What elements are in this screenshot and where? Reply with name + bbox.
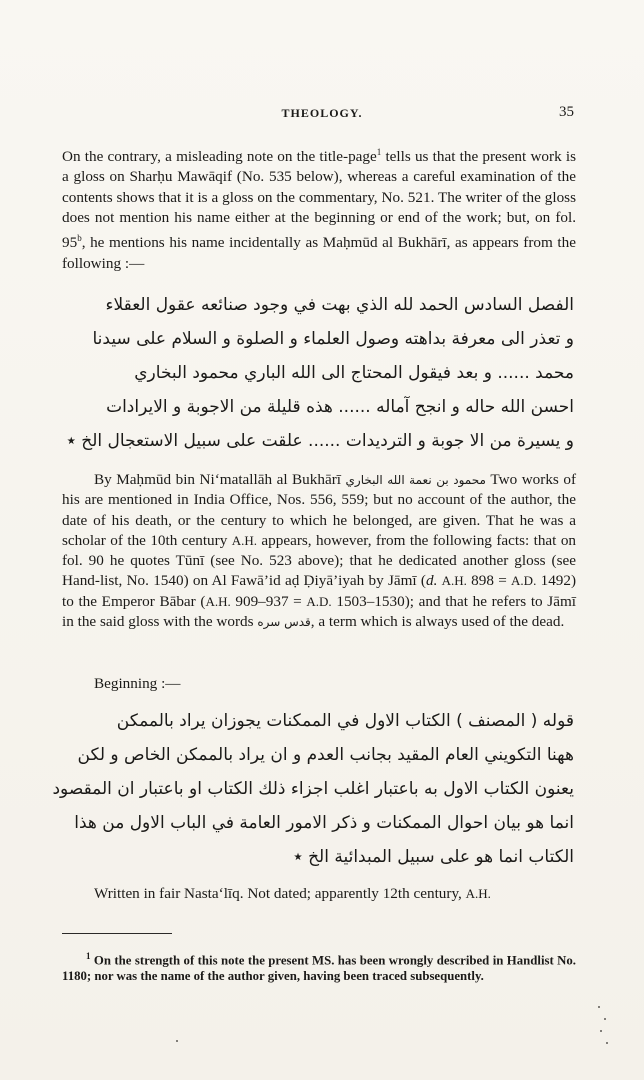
arabic-line: ههنا التكويني العام المقيد بجانب العدم و ان يراد بالممكن الخاص و لكن <box>77 745 574 765</box>
arabic-line: و تعذر الى معرفة بداهته وصول العلماء و الصلوة و السلام على سيدنا <box>92 329 574 349</box>
arabic-line: يعنون الكتاب الاول به باعتبار اغلب اجزاء ذلك الكتاب او باعتبار ان المقصود <box>52 779 574 799</box>
author-text-3: 898 = <box>471 572 507 590</box>
author-name-arabic: محمود بن نعمة الله البخاري <box>345 473 486 487</box>
arabic-line: الكتاب انما هو على سبيل المبدائية الخ ٭ <box>293 847 574 867</box>
beginning-label-block <box>62 674 576 694</box>
author-lead: By Maḥmūd bin Ni‘matallāh al Bukhārī <box>94 471 341 488</box>
intro-text-3: , he mentions his name incidentally as Maḥmūd al Bukhārī, as appears from the following :— <box>62 234 576 272</box>
arabic-line: و يسيرة من الا جوبة و الترديدات ...... علقت على سبيل الاستعجال الخ ٭ <box>66 431 574 451</box>
arabic-line: قوله ( المصنف ) الكتاب الاول في الممكنات يجوزان يراد بالممكن <box>116 711 574 731</box>
running-head: THEOLOGY. <box>281 106 363 120</box>
paragraph-intro <box>62 142 576 274</box>
paper-speck <box>176 1040 178 1042</box>
era-ah: A.H. <box>465 886 491 901</box>
folio-side: b <box>77 233 82 244</box>
arabic-line: الفصل السادس الحمد لله الذي بهت في وجود صنائعه عقول العقلاء <box>105 295 574 315</box>
author-text-2: appears, however, from the following facts: that on fol. 90 he quotes Tūnī (see No. 523 above); that he dedicated another gloss (see Hand-list, No. 1540) on Al Fawā’id aḍ Ḍiyā’iyah by Jāmī ( <box>62 531 577 590</box>
intro-text-2: tells us that the present work is a gloss on Sharḥu Mawāqif (No. 535 below), whereas a careful examination of the contents shows that it is a gloss on the commentary, No. 521. The writer of the gloss does not mention his name either at the beginning or end of the work; but, on fol. 95 <box>62 148 576 252</box>
arabic-line: محمد ...... و بعد فيقول المحتاج الى الله الباري محمود البخاري <box>134 363 574 383</box>
intro-text-1: On the contrary, a misleading note on the title-page <box>62 148 377 166</box>
footnote-ref: 1 <box>376 147 382 157</box>
beginning-label: Beginning :— <box>94 675 181 692</box>
arabic-line: انما هو بيان احوال الممكنات و ذكر الامور العامة في الباب الاول من هذا <box>74 813 574 833</box>
era-ah: A.H. <box>231 532 257 548</box>
paper-speck <box>604 1018 606 1020</box>
author-text-5: 909–937 = <box>235 592 302 610</box>
paper-speck <box>600 1030 602 1032</box>
page-header <box>0 106 644 128</box>
page-number: 35 <box>559 104 574 120</box>
author-text-4: 1492) to the Emperor Bābar ( <box>62 572 577 610</box>
era-ah: A.H. <box>441 573 467 589</box>
author-text-1: Two works of his are mentioned in India Office, Nos. 556, 559; but no account of the author, the date of his death, or the century to which he belonged, are given. That he was a scholar of the 10th century <box>62 471 577 549</box>
era-ah: A.H. <box>205 593 231 609</box>
arabic-quote-2 <box>49 704 574 874</box>
paper-speck <box>606 1042 608 1044</box>
colophon-text: Written in fair Nasta‘līq. Not dated; apparently 12th century, <box>94 885 462 902</box>
footnote-number: 1 <box>86 951 91 961</box>
arabic-quote-1 <box>49 288 574 458</box>
arabic-line: احسن الله حاله و انجح آماله ...... هذه قليلة من الاجوبة و الايرادات <box>106 397 574 417</box>
era-ad: A.D. <box>511 573 537 589</box>
footnote <box>62 948 576 984</box>
died-label: d. <box>425 572 438 590</box>
paper-speck <box>598 1006 600 1008</box>
paragraph-author <box>62 470 576 632</box>
author-text-7: , a term which is always used of the dead. <box>310 613 565 631</box>
colophon <box>62 884 576 904</box>
footnote-text: On the strength of this note the present MS. has been wrongly described in Handlist No. 1180; nor was the name of the author given, having been traced subsequently. <box>62 953 576 984</box>
author-text-6: 1503–1530); and that he refers to Jāmī in the said gloss with the words <box>62 592 576 631</box>
era-ad: A.D. <box>306 593 332 609</box>
footnote-divider <box>62 933 172 934</box>
words-arabic: قدس سره <box>257 615 311 630</box>
